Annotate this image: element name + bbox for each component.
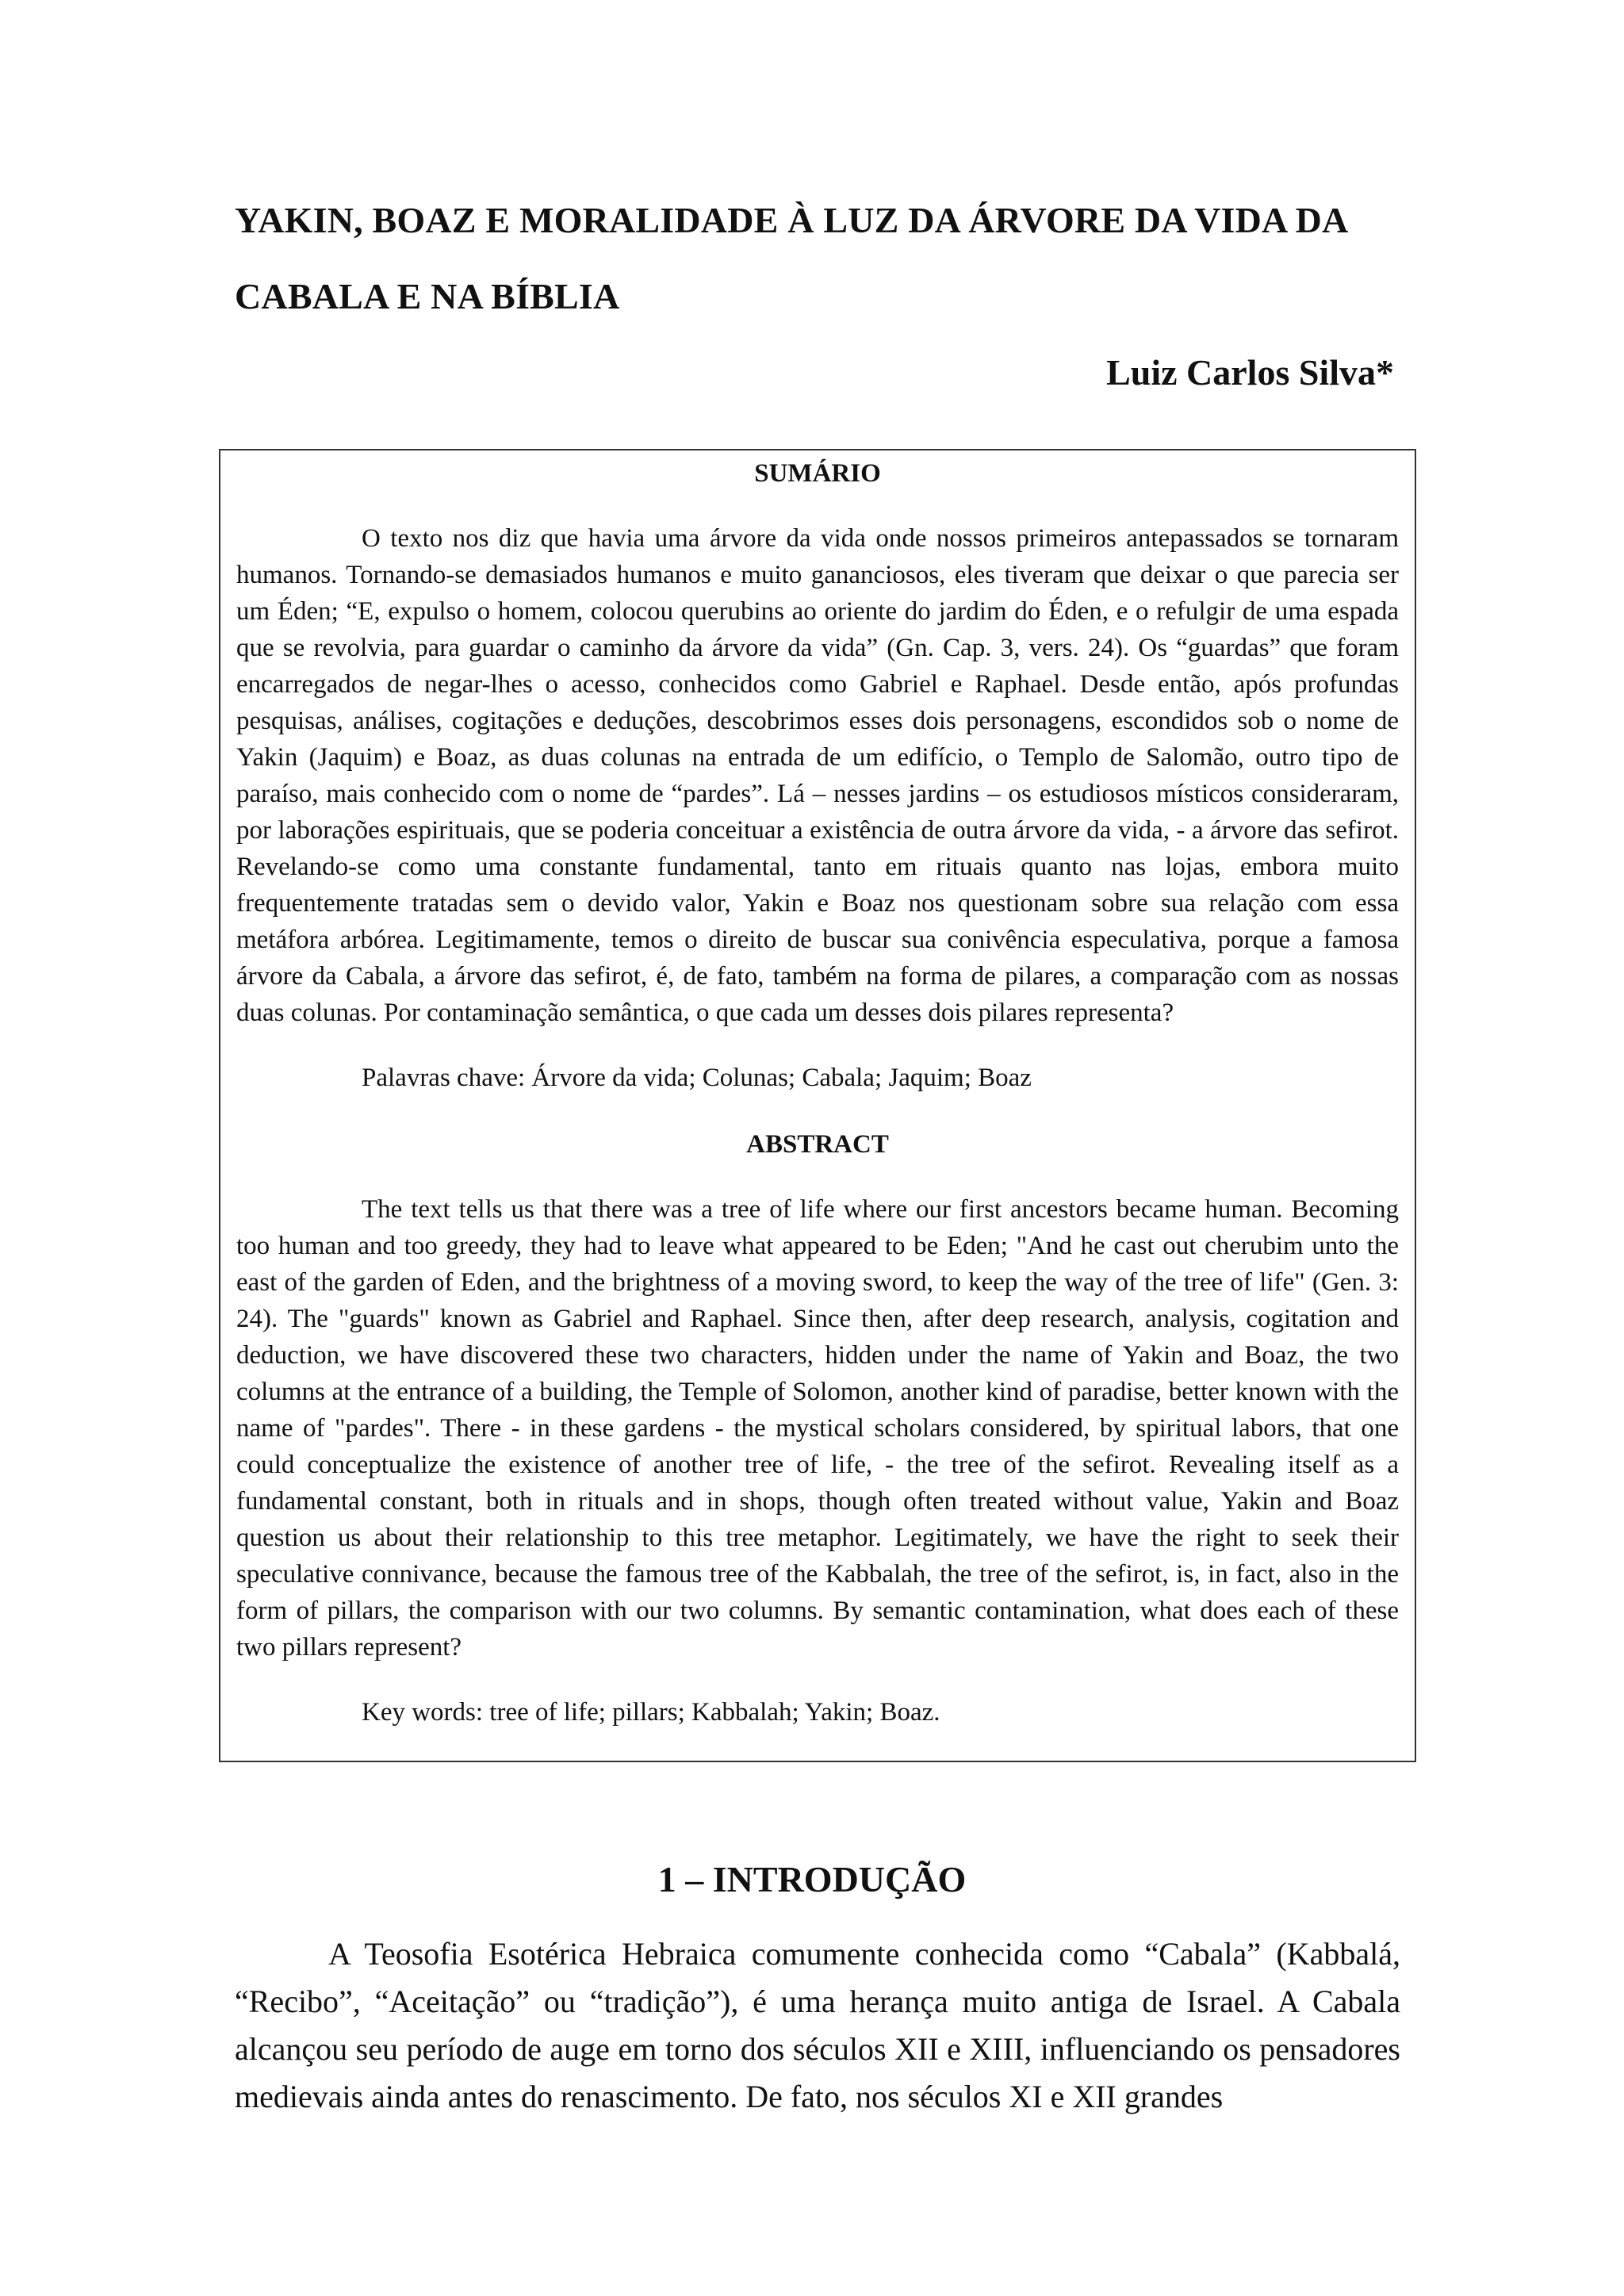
sumario-keywords: Palavras chave: Árvore da vida; Colunas; Cabala; Jaquim; Boaz bbox=[362, 1064, 1032, 1092]
paper-title: YAKIN, BOAZ E MORALIDADE À LUZ DA ÁRVORE DA VIDA DA CABALA E NA BÍBLIA bbox=[235, 200, 1346, 316]
abstract-text: The text tells us that there was a tree of life where our first ancestors became human. Becoming too human and too greedy, they had to leave what appeared to be Eden; "And he cast out cherubim unto the east of the garden of Eden, and the brightness of a moving sword, to keep the way of the tree of life" (Gen. 3: 24). The "guards" known as Gabriel and Raphael. Since then, after deep research, analysis, cogitation and deduction, we have discovered these two characters, hidden under the name of Yakin and Boaz, the two columns at the entrance of a building, the Temple of Solomon, another kind of paradise, better known with the name of "pardes". There - in these gardens - the mystical scholars considered, by spiritual labors, that one could conceptualize the existence of another tree of life, - the tree of the sefirot. Revealing itself as a fundamental constant, both in rituals and in shops, though often treated without value, Yakin and Boaz question us about their relationship to this tree metaphor. Legitimately, we have the right to seek their speculative connivance, because the famous tree of the Kabbalah, the tree of the sefirot, is, in fact, also in the form of pillars, the comparison with our two columns. By semantic contamination, what does each of these two pillars represent? bbox=[236, 1195, 1399, 1662]
abstract-keywords: Key words: tree of life; pillars; Kabbalah; Yakin; Boaz. bbox=[362, 1698, 940, 1727]
sumario-heading: SUMÁRIO bbox=[754, 459, 881, 488]
sumario-text: O texto nos diz que havia uma árvore da vida onde nossos primeiros antepassados se tornaram humanos. Tornando-se demasiados humanos e muito gananciosos, eles tiveram que deixar o que parecia ser um Éden; “E, expulso o homem, colocou querubins ao oriente do jardim do Éden, e o refulgir de uma espada que se revolvia, para guardar o caminho da árvore da vida” (Gn. Cap. 3, vers. 24). Os “guardas” que foram encarregados de negar-lhes o acesso, conhecidos como Gabriel e Raphael. Desde então, após profundas pesquisas, análises, cogitações e deduções, descobrimos esses dois personagens, escondidos sob o nome de Yakin (Jaquim) e Boaz, as duas colunas na entrada de um edifício, o Templo de Salomão, outro tipo de paraíso, mais conhecido com o nome de “pardes”. Lá – nesses jardins – os estudiosos místicos consideraram, por laborações espirituais, que se poderia conceituar a existência de outra árvore da vida, - a árvore das sefirot. Revelando-se como uma constante fundamental, tanto em rituais quanto nas lojas, embora muito frequentemente tratadas sem o devido valor, Yakin e Boaz nos questionam sobre sua relação com essa metáfora arbórea. Legitimamente, temos o direito de buscar sua conivência especulativa, porque a famosa árvore da Cabala, a árvore das sefirot, é, de fato, também na forma de pilares, a comparação com as nossas duas colunas. Por contaminação semântica, o que cada um desses dois pilares representa? bbox=[236, 524, 1399, 1027]
section-heading-introduction: 1 – INTRODUÇÃO bbox=[657, 1859, 967, 1899]
author-name: Luiz Carlos Silva* bbox=[1106, 352, 1394, 393]
abstract-heading: ABSTRACT bbox=[746, 1130, 889, 1159]
introduction-paragraph: A Teosofia Esotérica Hebraica comumente conhecida como “Cabala” (Kabbalá, “Recibo”, “Aceitação” ou “tradição”), é uma herança muito antiga de Israel. A Cabala alcançou seu período de auge em torno dos séculos XII e XIII, influenciando os pensadores medievais ainda antes do renascimento. De fato, nos séculos XI e XII grandes bbox=[235, 1936, 1400, 2114]
abstract-box bbox=[219, 449, 1416, 1762]
